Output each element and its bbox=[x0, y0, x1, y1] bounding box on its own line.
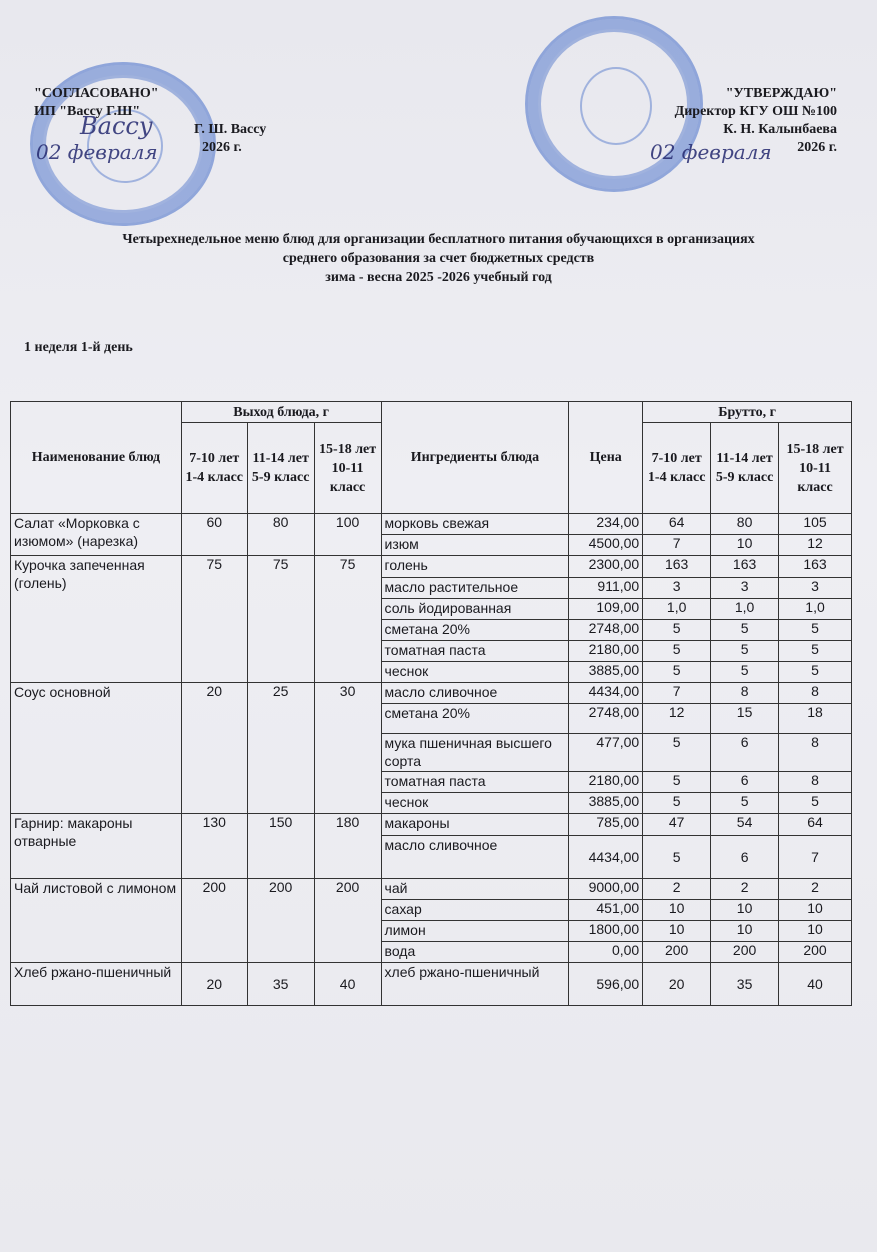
price-cell: 3885,00 bbox=[569, 793, 643, 814]
brutto-cell: 5 bbox=[643, 836, 711, 879]
price-cell: 2180,00 bbox=[569, 641, 643, 662]
approved-position: Директор КГУ ОШ №100 bbox=[674, 104, 837, 119]
brutto-cell: 35 bbox=[711, 963, 779, 1006]
brutto-cell: 5 bbox=[643, 641, 711, 662]
brutto-cell: 8 bbox=[779, 734, 852, 772]
header-brutto-age-15-18: 15-18 лет 10-11 класс bbox=[779, 423, 852, 514]
brutto-cell: 200 bbox=[711, 942, 779, 963]
title-line-1: Четырехнедельное меню блюд для организации бесплатного питания обучающихся в организациях bbox=[122, 232, 755, 247]
brutto-cell: 6 bbox=[711, 836, 779, 879]
header-ingredients: Ингредиенты блюда bbox=[381, 402, 569, 514]
brutto-cell: 1,0 bbox=[779, 599, 852, 620]
title-line-3: зима - весна 2025 -2026 учебный год bbox=[325, 270, 552, 285]
brutto-cell: 5 bbox=[711, 662, 779, 683]
ingredient-cell: хлеб ржано-пшеничный bbox=[381, 963, 569, 1006]
brutto-cell: 5 bbox=[643, 734, 711, 772]
price-cell: 2748,00 bbox=[569, 704, 643, 734]
header-output-age-15-18: 15-18 лет 10-11 класс bbox=[314, 423, 381, 514]
dish-name-cell: Курочка запеченная (голень) bbox=[11, 556, 182, 683]
price-cell: 785,00 bbox=[569, 814, 643, 836]
price-cell: 1800,00 bbox=[569, 921, 643, 942]
brutto-cell: 8 bbox=[779, 772, 852, 793]
header-output-age-11-14: 11-14 лет 5-9 класс bbox=[247, 423, 314, 514]
header-dish-name: Наименование блюд bbox=[11, 402, 182, 514]
brutto-cell: 10 bbox=[711, 900, 779, 921]
approved-heading: "УТВЕРЖДАЮ" bbox=[725, 86, 837, 101]
price-cell: 3885,00 bbox=[569, 662, 643, 683]
brutto-cell: 2 bbox=[779, 879, 852, 900]
brutto-cell: 10 bbox=[711, 921, 779, 942]
ingredient-cell: лимон bbox=[381, 921, 569, 942]
header-output-age-7-10: 7-10 лет 1-4 класс bbox=[181, 423, 247, 514]
brutto-cell: 163 bbox=[711, 556, 779, 578]
dish-output-cell: 35 bbox=[247, 963, 314, 1006]
brutto-cell: 5 bbox=[643, 793, 711, 814]
dish-output-cell: 200 bbox=[314, 879, 381, 963]
table-row bbox=[11, 814, 852, 836]
dish-output-cell: 75 bbox=[247, 556, 314, 683]
price-cell: 451,00 bbox=[569, 900, 643, 921]
table-row bbox=[11, 514, 852, 535]
dish-output-cell: 100 bbox=[314, 514, 381, 556]
dish-output-cell: 130 bbox=[181, 814, 247, 879]
brutto-cell: 10 bbox=[643, 900, 711, 921]
ingredient-cell: масло растительное bbox=[381, 578, 569, 599]
ingredient-cell: масло сливочное bbox=[381, 683, 569, 704]
dish-output-cell: 20 bbox=[181, 963, 247, 1006]
dish-output-cell: 200 bbox=[181, 879, 247, 963]
brutto-cell: 5 bbox=[711, 793, 779, 814]
brutto-cell: 12 bbox=[643, 704, 711, 734]
dish-output-cell: 60 bbox=[181, 514, 247, 556]
ingredient-cell: мука пшеничная высшего сорта bbox=[381, 734, 569, 772]
dish-output-cell: 75 bbox=[314, 556, 381, 683]
brutto-cell: 1,0 bbox=[643, 599, 711, 620]
brutto-cell: 2 bbox=[643, 879, 711, 900]
header-output: Выход блюда, г bbox=[181, 402, 381, 423]
ingredient-cell: сметана 20% bbox=[381, 704, 569, 734]
brutto-cell: 15 bbox=[711, 704, 779, 734]
brutto-cell: 163 bbox=[779, 556, 852, 578]
dish-output-cell: 180 bbox=[314, 814, 381, 879]
handwritten-date-right: 02 февраля bbox=[650, 140, 772, 164]
dish-output-cell: 75 bbox=[181, 556, 247, 683]
brutto-cell: 200 bbox=[779, 942, 852, 963]
brutto-cell: 5 bbox=[711, 620, 779, 641]
header-brutto-age-11-14: 11-14 лет 5-9 класс bbox=[711, 423, 779, 514]
ingredient-cell: томатная паста bbox=[381, 641, 569, 662]
header-price: Цена bbox=[569, 402, 643, 514]
brutto-cell: 5 bbox=[779, 641, 852, 662]
price-cell: 4500,00 bbox=[569, 535, 643, 556]
brutto-cell: 7 bbox=[643, 535, 711, 556]
week-day-label: 1 неделя 1-й день bbox=[24, 340, 133, 355]
brutto-cell: 54 bbox=[711, 814, 779, 836]
brutto-cell: 8 bbox=[779, 683, 852, 704]
brutto-cell: 5 bbox=[643, 772, 711, 793]
dish-output-cell: 25 bbox=[247, 683, 314, 814]
ingredient-cell: изюм bbox=[381, 535, 569, 556]
menu-table bbox=[10, 401, 852, 1006]
price-cell: 234,00 bbox=[569, 514, 643, 535]
dish-name-cell: Соус основной bbox=[11, 683, 182, 814]
brutto-cell: 2 bbox=[711, 879, 779, 900]
header-brutto: Брутто, г bbox=[643, 402, 852, 423]
brutto-cell: 7 bbox=[643, 683, 711, 704]
agreed-heading: "СОГЛАСОВАНО" bbox=[34, 86, 159, 101]
ingredient-cell: чеснок bbox=[381, 662, 569, 683]
dish-name-cell: Салат «Морковка с изюмом» (нарезка) bbox=[11, 514, 182, 556]
price-cell: 2300,00 bbox=[569, 556, 643, 578]
document-title bbox=[20, 230, 857, 287]
brutto-cell: 3 bbox=[711, 578, 779, 599]
brutto-cell: 40 bbox=[779, 963, 852, 1006]
header-brutto-age-7-10: 7-10 лет 1-4 класс bbox=[643, 423, 711, 514]
brutto-cell: 105 bbox=[779, 514, 852, 535]
price-cell: 2180,00 bbox=[569, 772, 643, 793]
approved-signer: К. Н. Калынбаева bbox=[723, 122, 837, 137]
table-row bbox=[11, 556, 852, 578]
table-row bbox=[11, 963, 852, 1006]
table-row bbox=[11, 683, 852, 704]
table-row bbox=[11, 879, 852, 900]
brutto-cell: 200 bbox=[643, 942, 711, 963]
brutto-cell: 47 bbox=[643, 814, 711, 836]
price-cell: 4434,00 bbox=[569, 683, 643, 704]
price-cell: 911,00 bbox=[569, 578, 643, 599]
brutto-cell: 5 bbox=[779, 662, 852, 683]
ingredient-cell: макароны bbox=[381, 814, 569, 836]
title-line-2: среднего образования за счет бюджетных средств bbox=[282, 251, 595, 266]
ingredient-cell: масло сливочное bbox=[381, 836, 569, 879]
dish-output-cell: 200 bbox=[247, 879, 314, 963]
brutto-cell: 1,0 bbox=[711, 599, 779, 620]
dish-output-cell: 40 bbox=[314, 963, 381, 1006]
brutto-cell: 5 bbox=[779, 620, 852, 641]
brutto-cell: 6 bbox=[711, 734, 779, 772]
dish-output-cell: 20 bbox=[181, 683, 247, 814]
ingredient-cell: чай bbox=[381, 879, 569, 900]
dish-output-cell: 80 bbox=[247, 514, 314, 556]
price-cell: 596,00 bbox=[569, 963, 643, 1006]
dish-name-cell: Хлеб ржано-пшеничный bbox=[11, 963, 182, 1006]
brutto-cell: 20 bbox=[643, 963, 711, 1006]
ingredient-cell: томатная паста bbox=[381, 772, 569, 793]
brutto-cell: 5 bbox=[711, 641, 779, 662]
ingredient-cell: соль йодированная bbox=[381, 599, 569, 620]
price-cell: 109,00 bbox=[569, 599, 643, 620]
brutto-cell: 10 bbox=[779, 921, 852, 942]
ingredient-cell: чеснок bbox=[381, 793, 569, 814]
brutto-cell: 80 bbox=[711, 514, 779, 535]
price-cell: 9000,00 bbox=[569, 879, 643, 900]
dish-name-cell: Гарнир: макароны отварные bbox=[11, 814, 182, 879]
brutto-cell: 10 bbox=[711, 535, 779, 556]
brutto-cell: 12 bbox=[779, 535, 852, 556]
ingredient-cell: сахар bbox=[381, 900, 569, 921]
ingredient-cell: голень bbox=[381, 556, 569, 578]
brutto-cell: 7 bbox=[779, 836, 852, 879]
dish-output-cell: 150 bbox=[247, 814, 314, 879]
brutto-cell: 10 bbox=[779, 900, 852, 921]
ingredient-cell: морковь свежая bbox=[381, 514, 569, 535]
ingredient-cell: вода bbox=[381, 942, 569, 963]
brutto-cell: 64 bbox=[779, 814, 852, 836]
agreed-year: 2026 г. bbox=[202, 140, 242, 155]
dish-output-cell: 30 bbox=[314, 683, 381, 814]
ingredient-cell: сметана 20% bbox=[381, 620, 569, 641]
price-cell: 2748,00 bbox=[569, 620, 643, 641]
dish-name-cell: Чай листовой с лимоном bbox=[11, 879, 182, 963]
brutto-cell: 163 bbox=[643, 556, 711, 578]
agreed-signer: Г. Ш. Вассу bbox=[194, 122, 267, 137]
brutto-cell: 18 bbox=[779, 704, 852, 734]
handwritten-signature-left: Вассу bbox=[80, 112, 153, 140]
approved-year: 2026 г. bbox=[797, 140, 837, 155]
brutto-cell: 5 bbox=[643, 662, 711, 683]
price-cell: 4434,00 bbox=[569, 836, 643, 879]
brutto-cell: 3 bbox=[779, 578, 852, 599]
brutto-cell: 8 bbox=[711, 683, 779, 704]
brutto-cell: 5 bbox=[643, 620, 711, 641]
agreed-org: ИП "Вассу Г.Ш" bbox=[34, 104, 141, 119]
brutto-cell: 10 bbox=[643, 921, 711, 942]
price-cell: 477,00 bbox=[569, 734, 643, 772]
brutto-cell: 6 bbox=[711, 772, 779, 793]
price-cell: 0,00 bbox=[569, 942, 643, 963]
handwritten-date-left: 02 февраля bbox=[36, 140, 158, 164]
brutto-cell: 3 bbox=[643, 578, 711, 599]
brutto-cell: 64 bbox=[643, 514, 711, 535]
brutto-cell: 5 bbox=[779, 793, 852, 814]
